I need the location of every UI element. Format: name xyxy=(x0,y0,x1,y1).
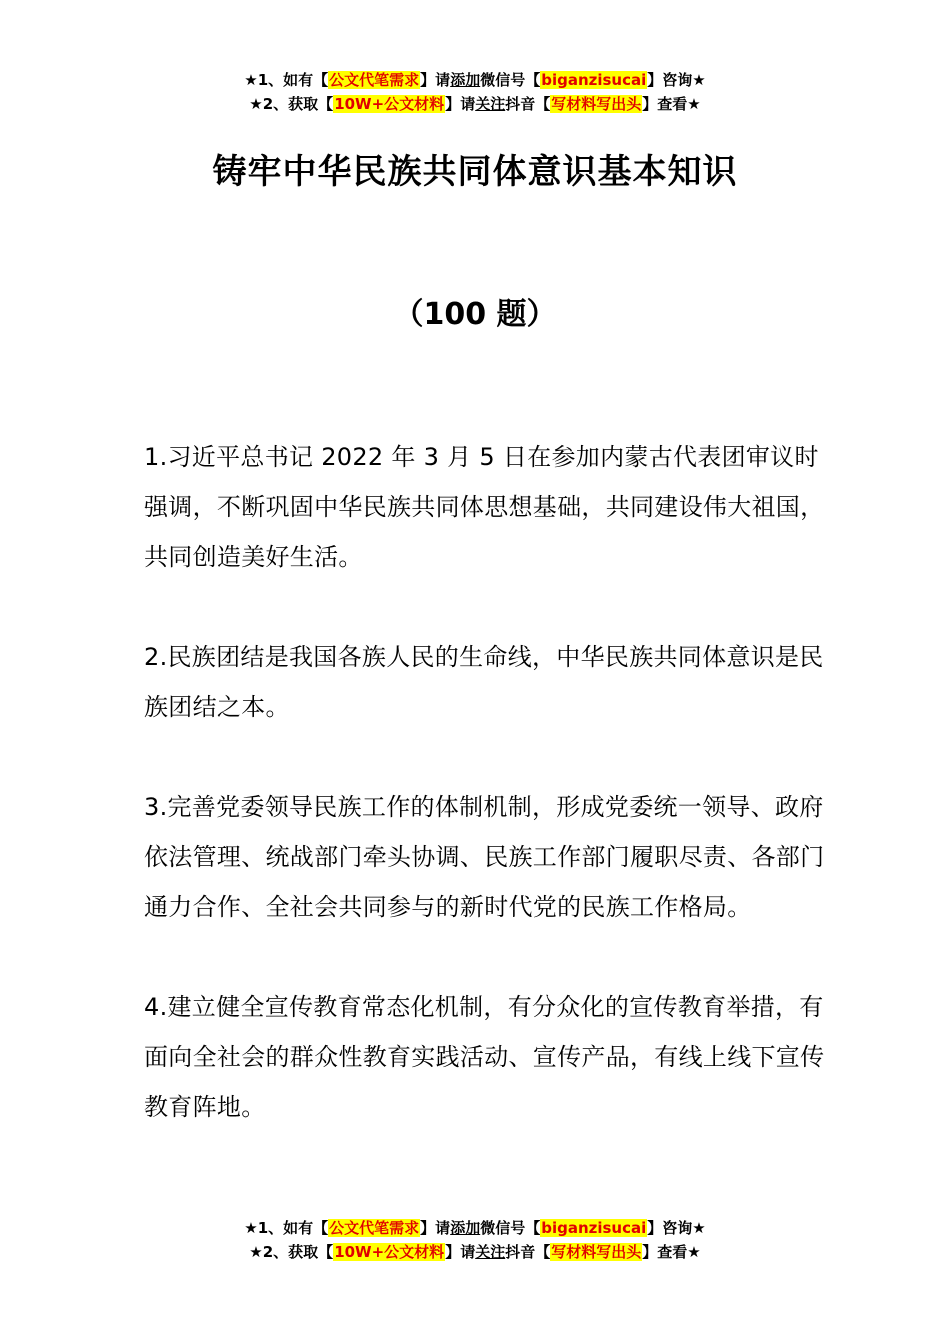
banner-text: 抖音【 xyxy=(505,1243,551,1261)
banner-underline: 添加 xyxy=(450,1219,481,1237)
banner-highlight: 写材料写出头 xyxy=(551,1243,642,1261)
banner-underline: 关注 xyxy=(475,95,506,113)
banner-text: 】请 xyxy=(445,1243,476,1261)
document-subtitle: （100 题） xyxy=(393,297,557,332)
footer-banner xyxy=(0,1216,950,1264)
banner-highlight: 10W+公文材料 xyxy=(334,95,445,113)
banner-text: 】请 xyxy=(420,1219,451,1237)
banner-highlight: biganzisucai xyxy=(541,1219,647,1237)
banner-line-2 xyxy=(0,1240,950,1264)
banner-text: ★1、如有【 xyxy=(244,71,329,89)
banner-text: 】查看★ xyxy=(642,95,701,113)
banner-highlight: 公文代笔需求 xyxy=(329,1219,420,1237)
banner-highlight: 10W+公文材料 xyxy=(334,1243,445,1261)
banner-highlight: 写材料写出头 xyxy=(551,95,642,113)
banner-highlight: 公文代笔需求 xyxy=(329,71,420,89)
banner-line-1 xyxy=(0,68,950,92)
banner-text: 微信号【 xyxy=(480,71,541,89)
banner-underline: 添加 xyxy=(450,71,481,89)
banner-text: 】请 xyxy=(420,71,451,89)
banner-highlight: biganzisucai xyxy=(541,71,647,89)
banner-underline: 关注 xyxy=(475,1243,506,1261)
banner-text: ★2、获取【 xyxy=(249,95,334,113)
banner-line-2 xyxy=(0,92,950,116)
banner-text: 微信号【 xyxy=(480,1219,541,1237)
banner-text: 抖音【 xyxy=(505,95,551,113)
question-item: 3.完善党委领导民族工作的体制机制，形成党委统一领导、政府依法管理、统战部门牵头协调、民族工作部门履职尽责、各部门通力合作、全社会共同参与的新时代党的民族工作格局。 xyxy=(144,793,825,921)
banner-text: ★1、如有【 xyxy=(244,1219,329,1237)
question-item: 2.民族团结是我国各族人民的生命线，中华民族共同体意识是民族团结之本。 xyxy=(144,643,824,721)
banner-text: 】请 xyxy=(445,95,476,113)
banner-text: ★2、获取【 xyxy=(249,1243,334,1261)
banner-text: 】查看★ xyxy=(642,1243,701,1261)
document-body xyxy=(144,432,834,1182)
banner-text: 】咨询★ xyxy=(647,1219,706,1237)
header-banner xyxy=(0,68,950,116)
question-item: 4.建立健全宣传教育常态化机制，有分众化的宣传教育举措，有面向全社会的群众性教育实践活动、宣传产品，有线上线下宣传教育阵地。 xyxy=(144,993,825,1121)
banner-text: 】咨询★ xyxy=(647,71,706,89)
banner-line-1 xyxy=(0,1216,950,1240)
question-item: 1.习近平总书记 2022 年 3 月 5 日在参加内蒙古代表团审议时强调，不断巩固中华民族共同体思想基础，共同建设伟大祖国，共同创造美好生活。 xyxy=(144,443,825,571)
document-title: 铸牢中华民族共同体意识基本知识 xyxy=(212,152,738,192)
